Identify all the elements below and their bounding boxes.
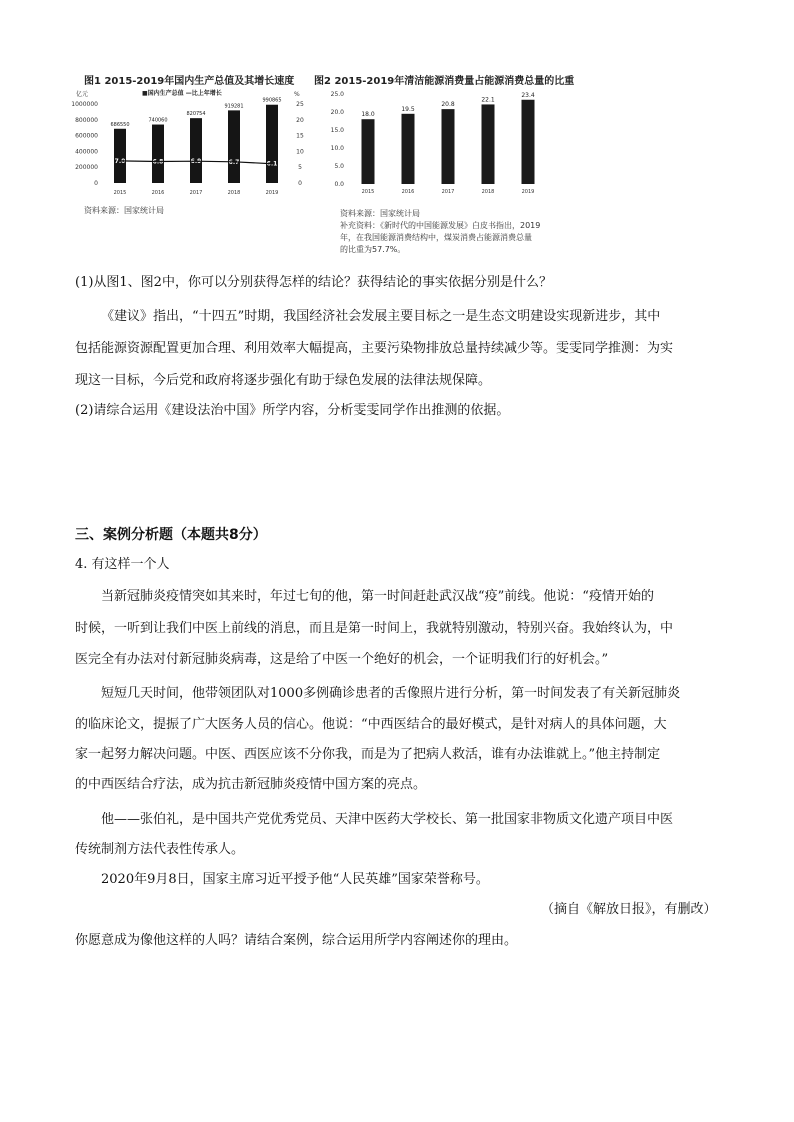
figure2-source-line: 的比重为57.7%。 <box>340 245 406 254</box>
figure2-source-line: 资料来源：国家统计局 <box>340 209 420 218</box>
y-tick-label: 10.0 <box>330 145 344 152</box>
x-tick-label: 2018 <box>481 189 495 195</box>
figure1-left-unit: 亿元 <box>76 91 89 98</box>
story-line: 的中西医结合疗法，成为抗击新冠肺炎疫情中国方案的亮点。 <box>75 777 427 792</box>
story-line: 家一起努力解决问题。中医、西医应该不分你我，而是为了把病人救活，谁有办法谁就上。”他主持制定 <box>75 747 661 762</box>
story-line: 传统制剂方法代表性传承人。 <box>75 842 245 857</box>
gdp-bar <box>114 129 126 183</box>
story-line: 的临床论文，提振了广大医务人员的信心。他说：“中西医结合的最好模式，是针对病人的具体问题，大 <box>75 717 667 732</box>
share-bar <box>442 109 455 184</box>
section-title: 三、案例分析题（本题共8分） <box>75 527 267 543</box>
y-tick-label: 15.0 <box>330 127 344 134</box>
y-tick-label: 0 <box>94 180 98 187</box>
y-tick-label: 0.0 <box>334 181 344 188</box>
gdp-data-label: 919281 <box>224 103 244 110</box>
growth-data-label: 6.1 <box>266 160 278 168</box>
share-data-label: 23.4 <box>521 91 535 99</box>
y2-tick-label: 15 <box>296 132 304 140</box>
question-2: (2)请综合运用《建设法治中国》所学内容，分析雯雯同学作出推测的依据。 <box>75 403 510 418</box>
gdp-data-label: 740060 <box>148 117 168 124</box>
question-4: 你愿意成为像他这样的人吗？请结合案例，综合运用所学内容阐述你的理由。 <box>75 933 518 948</box>
story-line: 短短几天时间，他带领团队对1000多例确诊患者的舌像照片进行分析，第一时间发表了有关新冠肺炎 <box>101 686 681 701</box>
story-line: 当新冠肺炎疫情突如其来时，年过七旬的他，第一时间赶赴武汉战“疫”前线。他说：“疫情开始的 <box>101 589 654 604</box>
jianyi-line: 包括能源资源配置更加合理、利用效率大幅提高，主要污染物排放总量持续减少等。雯雯同学推测：为实 <box>75 341 674 356</box>
y2-tick-label: 5 <box>298 164 302 172</box>
figure1-chart <box>70 86 310 198</box>
y2-tick-label: 10 <box>296 148 304 156</box>
gdp-data-label: 990865 <box>262 97 282 104</box>
jianyi-line: 《建议》指出，“十四五”时期，我国经济社会发展主要目标之一是生态文明建设实现新进步，其中 <box>101 309 661 324</box>
figure1-title: 图1 2015-2019年国内生产总值及其增长速度 <box>84 76 295 87</box>
y-tick-label: 25.0 <box>330 91 344 98</box>
figure1-right-unit: % <box>294 91 300 98</box>
gdp-bar <box>152 125 164 183</box>
share-bar <box>402 114 415 184</box>
story-line: 2020年9月8日，国家主席习近平授予他“人民英雄”国家荣誉称号。 <box>101 872 489 887</box>
gdp-bar <box>190 118 202 183</box>
x-tick-label: 2019 <box>521 189 535 195</box>
growth-data-label: 6.7 <box>228 158 240 166</box>
share-bar <box>522 100 535 184</box>
x-tick-label: 2019 <box>265 190 279 196</box>
y-tick-label: 20.0 <box>330 109 344 116</box>
y2-tick-label: 20 <box>296 116 304 124</box>
gdp-data-label: 820754 <box>186 111 206 118</box>
story-line: 医完全有办法对付新冠肺炎病毒，这是给了中医一个绝好的机会，一个证明我们行的好机会。” <box>75 652 609 667</box>
x-tick-label: 2016 <box>401 189 415 195</box>
share-data-label: 22.1 <box>481 96 495 104</box>
growth-data-label: 6.9 <box>190 158 202 166</box>
figure1-legend: ■国内生产总值 —比上年增长 <box>142 90 222 97</box>
share-data-label: 18.0 <box>361 111 375 119</box>
share-data-label: 20.8 <box>441 101 455 109</box>
y-tick-label: 600000 <box>75 132 98 140</box>
figure2-chart <box>318 86 548 198</box>
y-tick-label: 1000000 <box>71 101 98 108</box>
x-tick-label: 2017 <box>441 189 455 195</box>
story-line: 时候，一听到让我们中医上前线的消息，而且是第一时间上，我就特别激动，特别兴奋。我始终认为，中 <box>75 621 674 636</box>
y2-tick-label: 0 <box>298 180 302 187</box>
share-bar <box>362 119 375 184</box>
x-tick-label: 2018 <box>227 190 241 196</box>
gdp-data-label: 686550 <box>110 121 130 128</box>
y-tick-label: 200000 <box>75 164 98 172</box>
x-tick-label: 2016 <box>151 190 165 196</box>
gdp-bar <box>266 105 278 183</box>
citation: （摘自《解放日报》，有删改） <box>541 902 717 917</box>
y-tick-label: 400000 <box>75 148 98 156</box>
y2-tick-label: 25 <box>296 101 304 108</box>
figure1-source: 资料来源：国家统计局 <box>84 206 164 215</box>
figure2-source-line: 补充资料：《新时代的中国能源发展》白皮书指出，2019 <box>340 221 541 230</box>
figure2-source <box>340 208 570 256</box>
jianyi-line: 现这一目标，今后党和政府将逐步强化有助于绿色发展的法律法规保障。 <box>75 373 492 388</box>
share-data-label: 19.5 <box>401 105 415 113</box>
growth-data-label: 7.0 <box>114 157 126 165</box>
y-tick-label: 5.0 <box>334 163 344 170</box>
share-bar <box>482 104 495 184</box>
figure2-source-line: 年，在我国能源消费结构中，煤炭消费占能源消费总量 <box>340 233 532 242</box>
question-4-title: 4. 有这样一个人 <box>75 557 170 572</box>
growth-data-label: 6.8 <box>152 158 164 166</box>
question-1: (1)从图1、图2中，你可以分别获得怎样的结论？获得结论的事实依据分别是什么？ <box>75 275 552 290</box>
x-tick-label: 2015 <box>113 190 127 196</box>
figure2-title: 图2 2015-2019年清洁能源消费量占能源消费总量的比重 <box>314 76 575 87</box>
story-line: 他——张伯礼，是中国共产党优秀党员、天津中医药大学校长、第一批国家非物质文化遗产项目中医 <box>101 812 674 827</box>
x-tick-label: 2015 <box>361 189 375 195</box>
x-tick-label: 2017 <box>189 190 203 196</box>
gdp-bar <box>228 110 240 183</box>
y-tick-label: 800000 <box>75 116 98 124</box>
